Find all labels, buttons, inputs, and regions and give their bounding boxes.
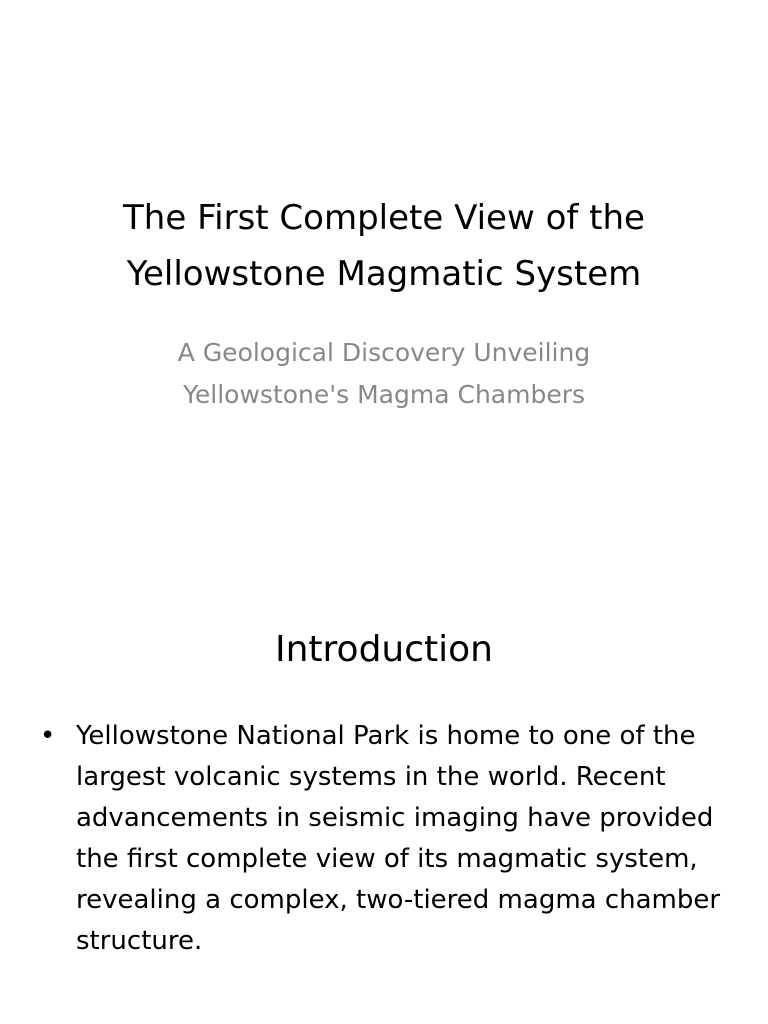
bullet-list bbox=[40, 716, 724, 962]
bullet-icon: • bbox=[40, 721, 56, 751]
slide-heading: Introduction bbox=[274, 629, 493, 670]
slide-title: The First Complete View of the Yellowstone Magmatic System bbox=[123, 198, 645, 294]
introduction-slide bbox=[0, 576, 768, 1024]
bullet-text: Yellowstone National Park is home to one of the largest volcanic systems in the world. Recent advancements in seismic imaging have provided the first complete view of its magmatic system, revealing a complex, two-tiered magma chamber structure. bbox=[76, 721, 721, 956]
bullet-item bbox=[40, 716, 724, 962]
slide-subtitle: A Geological Discovery Unveiling Yellowstone's Magma Chambers bbox=[177, 338, 591, 409]
